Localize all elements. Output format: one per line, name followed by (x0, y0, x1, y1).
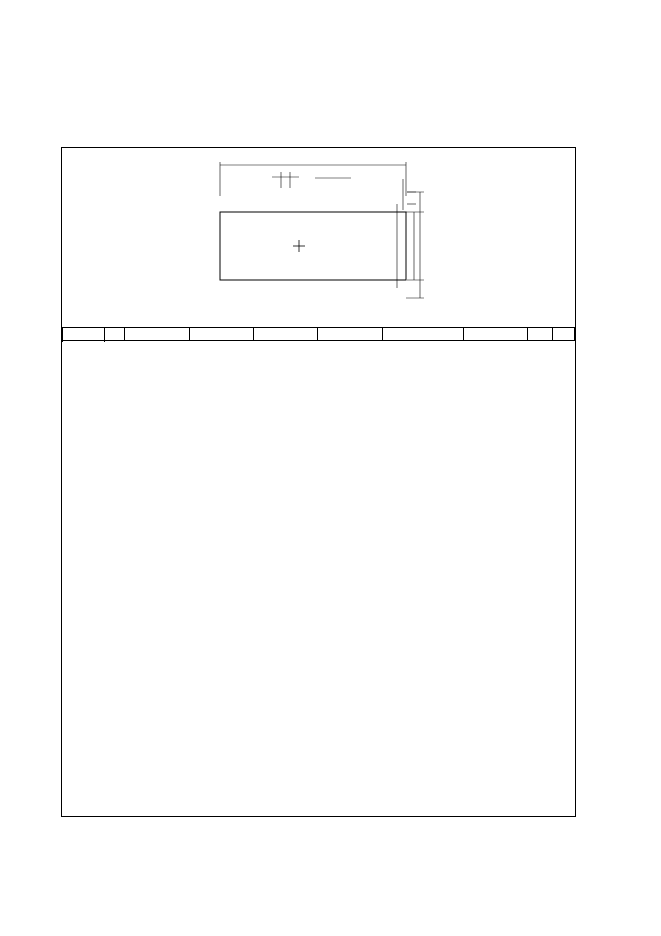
header-identifier (63, 328, 105, 341)
header-B (463, 328, 527, 341)
header-T (254, 328, 318, 341)
figure-frame (61, 147, 576, 817)
header-pin-count (104, 328, 125, 341)
dimensions-table (62, 327, 575, 341)
header-H (528, 328, 553, 341)
header-S (318, 328, 382, 341)
package-body (220, 212, 406, 280)
tsop-package-drawing (62, 148, 575, 328)
header-L (125, 328, 189, 341)
header-A (382, 328, 463, 341)
header-P (553, 328, 575, 341)
header-W (189, 328, 253, 341)
